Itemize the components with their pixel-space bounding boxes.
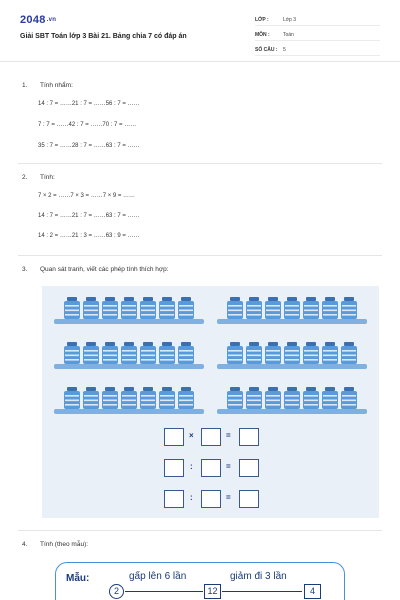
jar-icon — [341, 387, 357, 409]
jar-icon — [284, 387, 300, 409]
jar-icon — [322, 297, 338, 319]
jar-icon — [227, 297, 243, 319]
answer-box[interactable] — [164, 459, 184, 477]
operator: = — [226, 493, 231, 502]
jar-icon — [121, 342, 137, 364]
answer-box[interactable] — [201, 459, 221, 477]
answer-box[interactable] — [239, 428, 259, 446]
answer-box[interactable] — [201, 428, 221, 446]
example-mid-box: 12 — [204, 584, 221, 599]
calc-line: 7 × 2 = ……7 × 3 = ……7 × 9 = …… — [38, 193, 136, 199]
document-title: Giải SBT Toán lớp 3 Bài 21. Bảng chia 7 có đáp án — [20, 33, 187, 40]
jar-icon — [284, 297, 300, 319]
operator: = — [226, 462, 231, 471]
jar-icon — [121, 387, 137, 409]
section-divider — [18, 255, 382, 256]
meta-value: Toán — [283, 32, 294, 38]
meta-count — [255, 44, 380, 56]
answer-box[interactable] — [239, 459, 259, 477]
calc-line: 14 : 7 = ……21 : 7 = ……56 : 7 = …… — [38, 101, 140, 107]
jar-icon — [83, 297, 99, 319]
example-title: Mẫu: — [66, 573, 90, 584]
calc-line: 7 : 7 = ……42 : 7 = ……70 : 7 = …… — [38, 122, 137, 128]
meta-subject — [255, 29, 380, 41]
shelf — [54, 319, 204, 324]
logo-suffix: .vn — [46, 17, 57, 24]
operator: × — [189, 431, 194, 440]
meta-key: MÔN : — [255, 32, 270, 38]
meta-value: 5 — [283, 47, 286, 53]
logo-text: 2048 — [20, 14, 46, 26]
shelf — [54, 409, 204, 414]
jar-icon — [303, 342, 319, 364]
jar-icon — [178, 297, 194, 319]
jar-icon — [121, 297, 137, 319]
calc-line: 14 : 7 = ……21 : 7 = ……63 : 7 = …… — [38, 213, 140, 219]
jar-icon — [322, 387, 338, 409]
jar-icon — [265, 342, 281, 364]
question-text: Tính (theo mẫu): — [40, 541, 89, 548]
jar-icon — [178, 342, 194, 364]
meta-grade — [255, 14, 380, 26]
jar-icon — [265, 297, 281, 319]
meta-value: Lớp 3 — [283, 17, 297, 23]
jar-icon — [83, 342, 99, 364]
jar-icon — [178, 387, 194, 409]
jar-icon — [322, 342, 338, 364]
jar-icon — [159, 387, 175, 409]
operator: = — [226, 431, 231, 440]
example-box — [55, 562, 345, 600]
jar-icon — [227, 387, 243, 409]
answer-box[interactable] — [164, 490, 184, 508]
question-text: Tính nhẩm: — [40, 82, 73, 89]
jar-icon — [246, 342, 262, 364]
jar-icon — [102, 297, 118, 319]
question-number: 1. — [22, 82, 28, 89]
operator: : — [190, 462, 193, 471]
page-header — [0, 0, 400, 62]
meta-key: LỚP : — [255, 17, 269, 23]
jar-icon — [341, 297, 357, 319]
question-3-label — [22, 266, 169, 273]
jar-icon — [102, 387, 118, 409]
question-1-label — [22, 82, 73, 89]
jar-icon — [303, 297, 319, 319]
jar-icon — [284, 342, 300, 364]
example-end-box: 4 — [304, 584, 321, 599]
question-number: 3. — [22, 266, 28, 273]
operator: : — [190, 493, 193, 502]
example-step1: gấp lên 6 lần — [129, 571, 187, 582]
jar-icon — [64, 342, 80, 364]
jar-icon — [64, 387, 80, 409]
shelf — [217, 364, 367, 369]
section-divider — [18, 163, 382, 164]
question-4-label — [22, 541, 88, 548]
answer-box[interactable] — [239, 490, 259, 508]
calc-line: 14 : 2 = ……21 : 3 = ……63 : 9 = …… — [38, 233, 140, 239]
shelf — [217, 319, 367, 324]
answer-area — [164, 428, 264, 518]
jar-icon — [303, 387, 319, 409]
question-number: 4. — [22, 541, 28, 548]
jar-icon — [159, 342, 175, 364]
example-step2: giảm đi 3 lần — [230, 571, 287, 582]
jar-icon — [159, 297, 175, 319]
example-start-circle: 2 — [109, 584, 124, 599]
answer-box[interactable] — [164, 428, 184, 446]
jar-icon — [140, 342, 156, 364]
jar-icon — [102, 342, 118, 364]
jar-icon — [64, 297, 80, 319]
question-number: 2. — [22, 174, 28, 181]
meta-key: SỐ CÂU : — [255, 47, 278, 53]
jar-icon — [265, 387, 281, 409]
shelf — [54, 364, 204, 369]
site-logo[interactable] — [20, 14, 56, 26]
jar-icon — [83, 387, 99, 409]
arrow-line — [125, 591, 203, 592]
jar-icon — [341, 342, 357, 364]
arrow-line — [222, 591, 302, 592]
jar-shelves — [42, 286, 379, 416]
jar-icon — [140, 387, 156, 409]
illustration-jars — [42, 286, 379, 518]
jar-icon — [246, 387, 262, 409]
jar-icon — [140, 297, 156, 319]
shelf — [217, 409, 367, 414]
jar-icon — [246, 297, 262, 319]
question-2-label — [22, 174, 55, 181]
question-text: Quan sát tranh, viết các phép tính thích hợp: — [40, 266, 169, 273]
calc-line: 35 : 7 = ……28 : 7 = ……63 : 7 = …… — [38, 143, 140, 149]
section-divider — [18, 530, 382, 531]
question-text: Tính: — [40, 174, 55, 181]
answer-box[interactable] — [201, 490, 221, 508]
jar-icon — [227, 342, 243, 364]
